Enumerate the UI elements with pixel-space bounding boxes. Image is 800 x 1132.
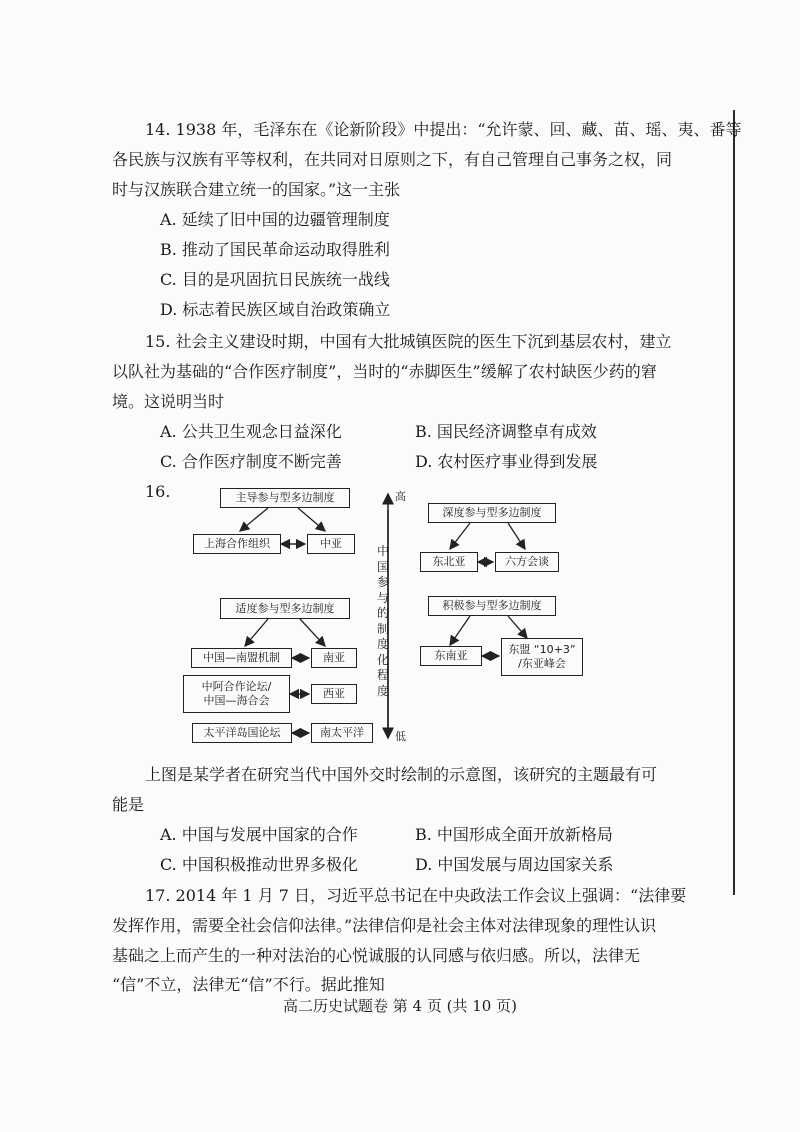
- q14-line-3: 时与汉族联合建立统一的国家。”这一主张: [112, 180, 401, 199]
- box-central-asia: 中亚: [307, 534, 355, 554]
- asean-line-2: /东亚峰会: [518, 657, 566, 670]
- q14-option-d[interactable]: D. 标志着民族区域自治政策确立: [160, 300, 391, 319]
- box-deep-participation: 深度参与型多边制度: [428, 503, 556, 523]
- q14-line-1: 14. 1938 年，毛泽东在《论新阶段》中提出：“允许蒙、回、藏、苗、瑶、夷、番等: [145, 120, 742, 139]
- q15-line-1: 15. 社会主义建设时期，中国有大批城镇医院的医生下沉到基层农村，建立: [145, 332, 672, 351]
- box-active-participation: 积极参与型多边制度: [428, 596, 556, 616]
- q16-option-a[interactable]: A. 中国与发展中国家的合作: [160, 825, 358, 844]
- q15-option-b[interactable]: B. 国民经济调整卓有成效: [415, 422, 597, 441]
- q17-line-3: 基础之上而产生的一种对法治的心悦诚服的认同感与依归感。所以，法律无: [112, 946, 641, 965]
- q15-line-3: 境。这说明当时: [112, 392, 225, 411]
- q16-option-b[interactable]: B. 中国形成全面开放新格局: [415, 825, 613, 844]
- q17-line-1: 17. 2014 年 1 月 7 日，习近平总书记在中央政法工作会议上强调：“法律要: [145, 886, 687, 905]
- q16-line-1: 上图是某学者在研究当代中国外交时绘制的示意图，该研究的主题最有可: [145, 765, 658, 784]
- box-asean-plus-three: [501, 638, 583, 676]
- q15-option-d[interactable]: D. 农村医疗事业得到发展: [415, 452, 598, 471]
- box-leading-participation: 主导参与型多边制度: [220, 488, 350, 508]
- box-moderate-participation: 适度参与型多边制度: [220, 598, 350, 619]
- box-sco: 上海合作组织: [193, 534, 281, 554]
- q16-line-2: 能是: [112, 795, 145, 814]
- box-northeast-asia: 东北亚: [420, 552, 478, 572]
- box-china-saarc: 中国—南盟机制: [191, 648, 292, 668]
- box-south-asia: 南亚: [311, 648, 357, 668]
- asean-line-1: 东盟 “10+3”: [508, 643, 576, 656]
- box-west-asia: 西亚: [311, 684, 357, 704]
- q14-option-b[interactable]: B. 推动了国民革命运动取得胜利: [160, 240, 390, 259]
- q14-line-2: 各民族与汉族有平等权利，在共同对日原则之下，有自己管理自己事务之权，同: [112, 150, 673, 169]
- box-six-party-talks: 六方会谈: [495, 552, 559, 572]
- box-china-arab-forum: [183, 675, 290, 713]
- axis-low-label: 低: [395, 730, 406, 743]
- q15-line-2: 以队社为基础的“合作医疗制度”，当时的“赤脚医生”缓解了农村缺医少药的窘: [112, 362, 657, 381]
- axis-high-label: 高: [395, 490, 406, 503]
- q15-option-c[interactable]: C. 合作医疗制度不断完善: [160, 452, 342, 471]
- axis-vertical-label: 中国参与的制度化程度: [377, 544, 390, 698]
- china-arab-forum-line-2: 中国—海合会: [203, 694, 270, 707]
- q17-line-4: “信”不立，法律无“信”不行。据此推知: [112, 975, 385, 994]
- q16-option-c[interactable]: C. 中国积极推动世界多极化: [160, 855, 358, 874]
- box-south-pacific: 南太平洋: [311, 723, 373, 743]
- q17-line-2: 发挥作用，需要全社会信仰法律。”法律信仰是社会主体对法律现象的理性认识: [112, 916, 657, 935]
- q14-option-a[interactable]: A. 延续了旧中国的边疆管理制度: [160, 210, 390, 229]
- box-southeast-asia: 东南亚: [420, 646, 482, 666]
- q15-option-a[interactable]: A. 公共卫生观念日益深化: [160, 422, 342, 441]
- q14-option-c[interactable]: C. 目的是巩固抗日民族统一战线: [160, 270, 390, 289]
- box-pacific-islands-forum: 太平洋岛国论坛: [192, 723, 292, 743]
- q16-option-d[interactable]: D. 中国发展与周边国家关系: [415, 855, 614, 874]
- q16-number: 16.: [145, 482, 171, 501]
- page-footer: 高二历史试题卷 第 4 页 (共 10 页): [283, 997, 517, 1015]
- china-arab-forum-line-1: 中阿合作论坛/: [201, 680, 272, 693]
